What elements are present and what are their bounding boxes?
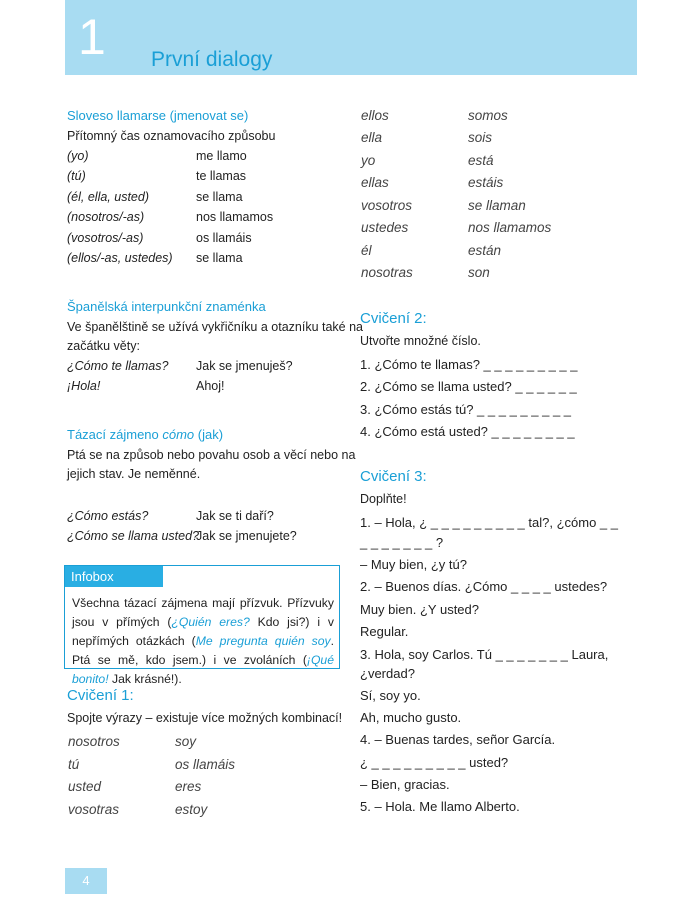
word-left: vosotras: [68, 802, 120, 817]
infobox-example: ¿Quién eres?: [171, 615, 250, 629]
exercise-3-title: Cvičení 3:: [360, 468, 427, 485]
verb-form: os llamáis: [196, 231, 252, 245]
exercise-2-title: Cvičení 2:: [360, 310, 427, 327]
pronoun: (él, ella, usted): [67, 190, 149, 204]
como-title-text: (jak): [194, 427, 224, 442]
exercise-3-line: 1. – Hola, ¿ _ _ _ _ _ _ _ _ _ tal?, ¿cómo _ _: [360, 515, 618, 530]
exercise-3-line: Muy bien. ¿Y usted?: [360, 602, 479, 617]
exercise-3-line: _ _ _ _ _ _ _ ?: [360, 535, 444, 550]
czech-translation: Jak se jmenujete?: [196, 529, 297, 543]
word-left: usted: [68, 779, 102, 794]
spanish-example: ¡Hola!: [67, 379, 101, 393]
infobox: [64, 565, 340, 686]
word-right: está: [468, 153, 494, 168]
como-title-word: cómo: [162, 427, 195, 442]
exercise-2-instruction: Utvořte množné číslo.: [360, 334, 481, 348]
word-left: nosotros: [68, 734, 120, 749]
infobox-text-part: . Ptá se mě, kdo jsem.) i ve zvoláních (: [72, 634, 334, 667]
infobox-text-part: Kdo jsi?) i v nepřímých otázkách (: [72, 615, 334, 648]
exercise-1-instruction: Spojte výrazy – existuje více možných kombinací!: [67, 711, 343, 725]
exercise-2-item: 4. ¿Cómo está usted? _ _ _ _ _ _ _ _: [360, 424, 575, 439]
como-text-line: jejich stav. Je neměnné.: [67, 467, 201, 481]
exercise-3-line: Regular.: [360, 624, 409, 639]
word-left: él: [361, 243, 372, 258]
czech-translation: Ahoj!: [196, 379, 225, 393]
word-left: nosotras: [361, 265, 413, 280]
spanish-example: ¿Cómo se llama usted?: [67, 529, 200, 543]
word-right: nos llamamos: [468, 220, 552, 235]
verb-form: te llamas: [196, 169, 247, 183]
verb-subtitle: Přítomný čas oznamovacího způsobu: [67, 129, 276, 143]
chapter-number: 1: [78, 9, 106, 65]
infobox-example: Me pregunta quién soy: [195, 634, 331, 648]
infobox-text: [72, 594, 334, 689]
word-right: son: [468, 265, 490, 280]
word-right: soy: [175, 734, 197, 749]
word-left: tú: [68, 757, 80, 772]
exercise-2-item: 1. ¿Cómo te llamas? _ _ _ _ _ _ _ _ _: [360, 357, 578, 372]
exercise-3-line: – Bien, gracias.: [360, 777, 450, 792]
word-right: están: [468, 243, 502, 258]
exercise-3-line: ¿ _ _ _ _ _ _ _ _ _ usted?: [360, 755, 509, 770]
czech-translation: Jak se jmenuješ?: [196, 359, 293, 373]
word-left: ellas: [361, 175, 389, 190]
exercise-3-instruction: Doplňte!: [360, 492, 407, 506]
exercise-3-line: – Muy bien, ¿y tú?: [360, 557, 467, 572]
verb-form: nos llamamos: [196, 210, 274, 224]
exercise-3-line: 5. – Hola. Me llamo Alberto.: [360, 799, 520, 814]
chapter-title: První dialogy: [151, 48, 273, 71]
exercise-2-item: 2. ¿Cómo se llama usted? _ _ _ _ _ _: [360, 379, 577, 394]
exercise-3-line: Sí, soy yo.: [360, 688, 421, 703]
infobox-label: Infobox: [65, 566, 163, 587]
verb-section-title: Sloveso llamarse (jmenovat se): [67, 108, 249, 123]
exercise-3-line: 2. – Buenos días. ¿Cómo _ _ _ _ ustedes?: [360, 579, 608, 594]
word-right: estoy: [175, 802, 208, 817]
pronoun: (tú): [67, 169, 86, 183]
spanish-example: ¿Cómo te llamas?: [67, 359, 169, 373]
word-left: ustedes: [361, 220, 409, 235]
exercise-3-line: 4. – Buenas tardes, señor García.: [360, 732, 556, 747]
exercise-3-line: 3. Hola, soy Carlos. Tú _ _ _ _ _ _ _ Laura,: [360, 647, 609, 662]
word-left: ella: [361, 130, 383, 145]
como-text-line: Ptá se na způsob nebo povahu osob a věcí nebo na: [67, 448, 356, 462]
punctuation-text-line: začátku věty:: [67, 339, 140, 353]
punctuation-section-title: Španělská interpunkční znaménka: [67, 299, 266, 314]
word-left: ellos: [361, 108, 389, 123]
word-right: estáis: [468, 175, 504, 190]
exercise-1-title: Cvičení 1:: [67, 687, 134, 704]
word-right: sois: [468, 130, 493, 145]
word-left: vosotros: [361, 198, 413, 213]
infobox-text-part: Všechna tázací zájmena mají přízvuk. Přízvuky jsou v přímých (: [72, 596, 334, 629]
page-number: 4: [65, 868, 107, 894]
word-left: yo: [361, 153, 376, 168]
spanish-example: ¿Cómo estás?: [67, 509, 149, 523]
pronoun: (yo): [67, 149, 89, 163]
como-section-title: [67, 427, 223, 442]
word-right: somos: [468, 108, 508, 123]
word-right: se llaman: [468, 198, 526, 213]
czech-translation: Jak se ti daří?: [196, 509, 274, 523]
infobox-text-part: Jak krásné!).: [108, 672, 182, 686]
exercise-3-line: Ah, mucho gusto.: [360, 710, 462, 725]
exercise-3-line: ¿verdad?: [360, 666, 415, 681]
pronoun: (ellos/-as, ustedes): [67, 251, 173, 265]
verb-form: se llama: [196, 190, 243, 204]
pronoun: (vosotros/-as): [67, 231, 144, 245]
infobox-example: ¡Qué bonito!: [72, 653, 334, 686]
pronoun: (nosotros/-as): [67, 210, 145, 224]
verb-form: me llamo: [196, 149, 247, 163]
exercise-2-item: 3. ¿Cómo estás tú? _ _ _ _ _ _ _ _ _: [360, 402, 572, 417]
como-title-text: Tázací zájmeno: [67, 427, 163, 442]
punctuation-text-line: Ve španělštině se užívá vykřičníku a otazníku také na: [67, 320, 364, 334]
verb-form: se llama: [196, 251, 243, 265]
word-right: os llamáis: [175, 757, 236, 772]
word-right: eres: [175, 779, 202, 794]
